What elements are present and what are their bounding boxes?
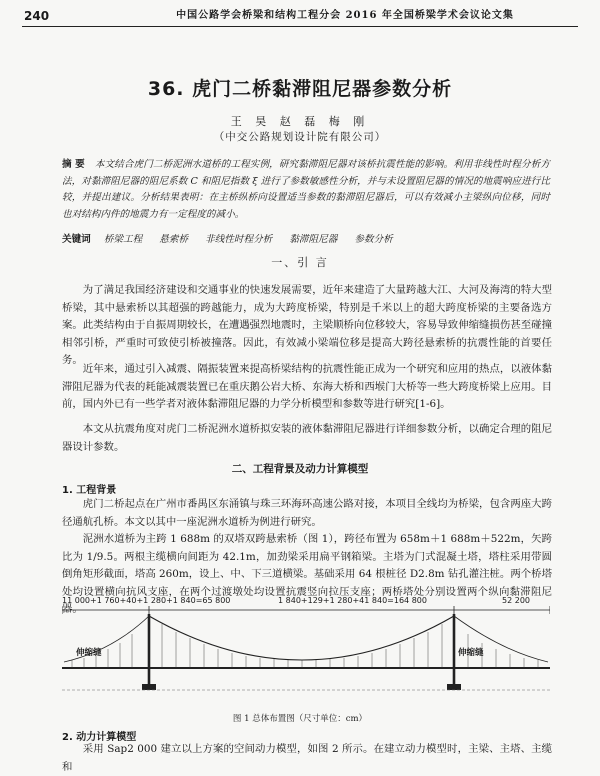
main-cable bbox=[149, 616, 454, 660]
paragraph: 为了满足我国经济建设和交通事业的快速发展需要，近年来建造了大量跨越大江、大河及海湾的特大型桥梁，其中悬索桥以其超强的跨越能力，成为大跨度桥梁，特别是千米以上的超大跨度桥梁的主要备选方案。此类结构由于自振周期较长，在遭遇强烈地震时，主梁顺桥向位移较大，容易导致伸缩缝损伤甚至碰撞相邻引桥，严重时可致使引桥被撞落。因此，有效减小梁端位移是提高大跨径悬索桥的抗震性能的首要任务。 bbox=[62, 284, 552, 366]
abstract-text: 本文结合虎门二桥泥洲水道桥的工程实例，研究黏滞阻尼器对该桥抗震性能的影响。利用非线性时程分析方法，对黏滞阻尼器的阻尼系数 C 和阻尼指数 ξ 进行了参数敏感性分析，并与未设置阻尼器的情况的地震响应进行比较，并提出建议。分析结果表明：在主桥纵桥向设置适当参数的黏滞阻尼器后，可以有效减小主梁纵向位移，同时也对结构内件的地震力有一定程度的减小。 bbox=[62, 159, 551, 220]
keyword: 悬索桥 bbox=[159, 234, 189, 245]
page-number: 240 bbox=[24, 9, 50, 23]
paragraph: 采用 Sap2 000 建立以上方案的空间动力模型，如图 2 所示。在建立动力模型时，主梁、主塔、主缆和 bbox=[62, 743, 552, 773]
paper-title: 36. 虎门二桥黏滞阻尼器参数分析 bbox=[147, 78, 453, 100]
keyword: 桥梁工程 bbox=[103, 234, 143, 245]
affiliation: （中交公路规划设计院有限公司） bbox=[213, 131, 387, 143]
paragraph: 泥洲水道桥为主跨 1 688m 的双塔双跨悬索桥（图 1），跨径布置为 658m＋1 688m＋522m，矢跨比为 1/9.5。两根主缆横向间距为 42.1m，加劲梁采用扁平钢箱梁。主塔为门式混凝土塔，塔柱采用带圆倒角矩形截面，塔高 260m，设上、中、下三道横梁。基础采用 64 根桩径 D2.8m 钻孔灌注桩。两个桥塔处均设置横向抗风支座，在两个过渡墩处均设置抗震竖向拉压支座；两桥塔处分别设置两个纵向黏滞阻尼器。 bbox=[62, 533, 552, 615]
tower-label-right: 伸缩缝 bbox=[458, 648, 484, 658]
paragraph: 近年来，通过引入减震、隔振装置来提高桥梁结构的抗震性能正成为一个研究和应用的热点，以液体黏滞阻尼器为代表的耗能减震装置已在重庆鹅公岩大桥、东海大桥和西堠门大桥等一些大跨度桥梁上应用。目前，国内外已有一些学者对液体黏滞阻尼器的力学分析模型和参数等进行研究[1-6]。 bbox=[62, 363, 552, 410]
bridge-layout-figure bbox=[62, 596, 550, 708]
keywords bbox=[62, 232, 550, 248]
abstract bbox=[62, 157, 550, 223]
dimension-label-main-span: 1 840+129+1 280+41 840=164 800 bbox=[278, 596, 427, 605]
keywords-label: 关键词 bbox=[62, 234, 91, 245]
paragraph: 虎门二桥起点在广州市番禺区东涌镇与珠三环海环高速公路对接，本项目全线均为桥梁，包含两座大跨径通航孔桥。本文以其中一座泥洲水道桥为例进行研究。 bbox=[62, 498, 552, 528]
keyword: 黏滞阻尼器 bbox=[289, 234, 338, 245]
keyword: 非线性时程分析 bbox=[205, 234, 273, 245]
tower-label-left: 伸缩缝 bbox=[76, 648, 102, 658]
authors: 王 昊 赵 磊 梅 刚 bbox=[230, 115, 370, 128]
figure-caption: 图 1 总体布置图（尺寸单位：cm） bbox=[232, 714, 368, 724]
dimension-label-side-span: 11 000+1 760+40+1 280+1 840=65 800 bbox=[62, 596, 231, 605]
paragraph: 本文从抗震角度对虎门二桥泥洲水道桥拟安装的液体黏滞阻尼器进行详细参数分析，以确定合理的阻尼器设计参数。 bbox=[62, 423, 552, 453]
section-heading-background: 二、工程背景及动力计算模型 bbox=[231, 463, 369, 475]
section-heading-introduction: 一、引 言 bbox=[271, 256, 329, 269]
keyword: 参数分析 bbox=[354, 234, 393, 245]
subsection-heading: 2. 动力计算模型 bbox=[62, 732, 137, 743]
journal-name: 中国公路学会桥梁和结构工程分会 2016 年全国桥梁学术会议论文集 bbox=[176, 10, 514, 21]
dimension-label-right-span: 52 200 bbox=[502, 596, 530, 605]
abstract-label: 摘 要 bbox=[62, 159, 85, 170]
subsection-heading: 1. 工程背景 bbox=[62, 485, 117, 496]
tower-foundations bbox=[142, 684, 461, 690]
running-header bbox=[22, 6, 578, 27]
